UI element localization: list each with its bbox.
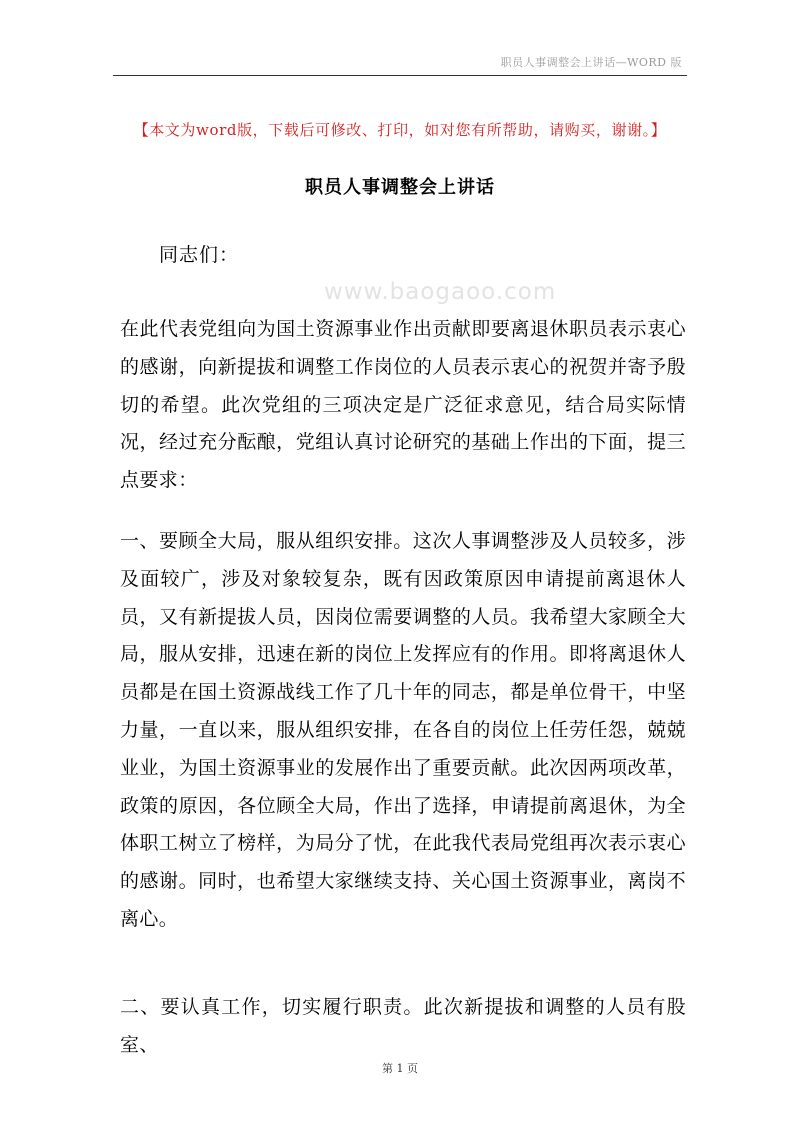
paragraph-point-two: 二、要认真工作，切实履行职责。此次新提拔和调整的人员有股室、 — [120, 996, 686, 1056]
running-header: 职员人事调整会上讲话—WORD 版 — [500, 56, 682, 69]
greeting: 同志们： — [159, 244, 240, 266]
paragraph-point-one: 一、要顾全大局，服从组织安排。这次人事调整涉及人员较多，涉及面较广，涉及对象较复杂，既有因政策原因申请提前离退休人员，又有新提拔人员，因岗位需要调整的人员。我希望大家顾全大局，服从安排，迅速在新的岗位上发挥应有的作用。即将离退休人员都是在国土资源战线工作了几十年的同志，都是单位骨干，中坚力量，一直以来，服从组织安排，在各自的岗位上任劳任怨，兢兢业业，为国土资源事业的发展作出了重要贡献。此次因两项改革，政策的原因，各位顾全大局，作出了选择，申请提前离退休，为全体职工树立了榜样，为局分了忧，在此我代表局党组再次表示衷心的感谢。同时，也希望大家继续支持、关心国土资源事业，离岗不离心。 — [120, 530, 686, 930]
watermark: www.baogaoo.com — [324, 279, 557, 305]
header-divider — [113, 75, 687, 76]
page-number: 第 1 页 — [382, 1062, 418, 1075]
document-title: 职员人事调整会上讲话 — [305, 177, 495, 198]
purchase-notice: 【本文为word版，下载后可修改、打印，如对您有所帮助，请购买，谢谢。】 — [133, 121, 667, 139]
paragraph-intro: 在此代表党组向为国土资源事业作出贡献即要离退休职员表示衷心的感谢，向新提拔和调整工作岗位的人员表示衷心的祝贺并寄予殷切的希望。此次党组的三项决定是广泛征求意见，结合局实际情况，经过充分酝酿，党组认真讨论研究的基础上作出的下面，提三点要求： — [120, 318, 686, 492]
